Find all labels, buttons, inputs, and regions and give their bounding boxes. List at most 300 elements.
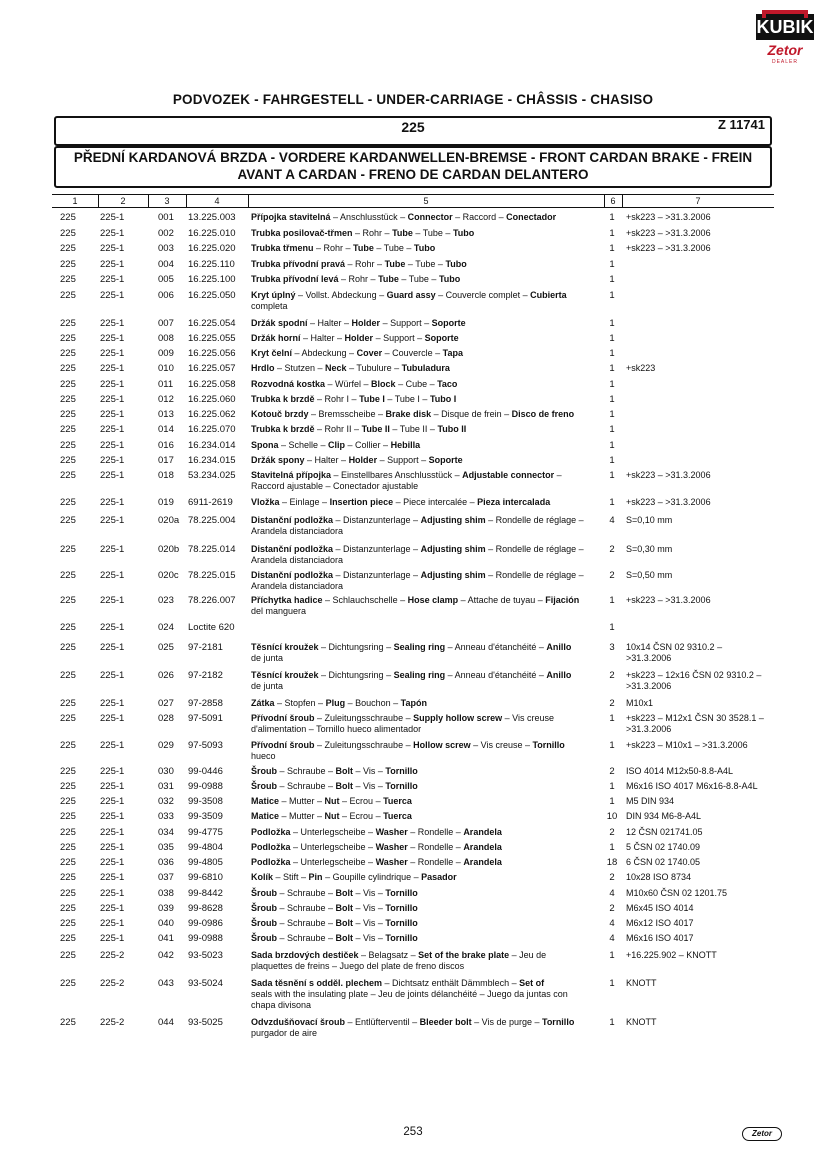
description-part: Adjusting shim bbox=[420, 570, 486, 580]
description-line2: de junta bbox=[251, 681, 284, 691]
description-part: – Rondelle – bbox=[407, 857, 464, 867]
description-part: – Distanzunterlage – bbox=[333, 544, 421, 554]
description-part: – Anneau d'étanchéité – bbox=[445, 670, 547, 680]
cell-position: 013 bbox=[158, 409, 174, 420]
cell-description bbox=[251, 827, 603, 838]
cell-quantity: 1 bbox=[609, 333, 615, 344]
description-part: – bbox=[554, 470, 562, 480]
cell-quantity: 2 bbox=[609, 670, 615, 681]
cell-quantity: 1 bbox=[609, 842, 615, 853]
note-line1: +sk223 – M12x1 ČSN 30 3528.1 – bbox=[626, 713, 764, 723]
cell-group: 225 bbox=[60, 950, 76, 961]
description-part: Distanční podložka bbox=[251, 570, 334, 580]
description-part: – Collier – bbox=[345, 440, 391, 450]
cell-part-number: 99-0988 bbox=[188, 781, 223, 792]
cell-group: 225 bbox=[60, 766, 76, 777]
description-part: Sada brzdových destiček bbox=[251, 950, 359, 960]
description-part: – Support – bbox=[373, 333, 425, 343]
description-part: Šroub bbox=[251, 933, 277, 943]
description-part: – Abdeckung – bbox=[292, 348, 357, 358]
cell-part-number: 93-5023 bbox=[188, 950, 223, 961]
cell-part-number: 99-4775 bbox=[188, 827, 223, 838]
description-part: Guard assy bbox=[386, 290, 436, 300]
cell-description bbox=[251, 1017, 603, 1039]
cell-description bbox=[251, 455, 603, 466]
cell-subgroup: 225-1 bbox=[100, 515, 125, 526]
cell-group: 225 bbox=[60, 497, 76, 508]
cell-note bbox=[626, 1017, 776, 1028]
cell-note bbox=[626, 470, 776, 481]
cell-group: 225 bbox=[60, 544, 76, 555]
description-part: – Rondelle de réglage – bbox=[485, 544, 584, 554]
cell-subgroup: 225-1 bbox=[100, 470, 125, 481]
col-header-1: 1 bbox=[52, 195, 99, 207]
section-title-line1: PŘEDNÍ KARDANOVÁ BRZDA - VORDERE KARDANWELLEN-BREMSE - FRONT CARDAN BRAKE - FREIN bbox=[73, 150, 753, 165]
cell-note bbox=[626, 515, 776, 526]
cell-subgroup: 225-1 bbox=[100, 259, 125, 270]
cell-group: 225 bbox=[60, 409, 76, 420]
cell-note bbox=[626, 950, 776, 961]
description-part: – Vis – bbox=[353, 781, 386, 791]
cell-subgroup: 225-1 bbox=[100, 781, 125, 792]
description-line2: plaquettes de freins – Juego del plate de freno discos bbox=[251, 961, 465, 971]
description-part: – Jeu de bbox=[509, 950, 547, 960]
description-part: – Attache de tuyau – bbox=[458, 595, 546, 605]
description-part: Washer bbox=[375, 827, 408, 837]
description-part: – Ecrou – bbox=[339, 796, 384, 806]
cell-part-number: 97-2181 bbox=[188, 642, 223, 653]
description-part: Distanční podložka bbox=[251, 515, 334, 525]
description-part: – Support – bbox=[380, 318, 432, 328]
cell-description bbox=[251, 857, 603, 868]
cell-description bbox=[251, 228, 603, 239]
description-part: Arandela bbox=[463, 857, 502, 867]
cell-quantity: 4 bbox=[609, 933, 615, 944]
cell-description bbox=[251, 933, 603, 944]
cell-subgroup: 225-1 bbox=[100, 595, 125, 606]
cell-group: 225 bbox=[60, 470, 76, 481]
cell-description bbox=[251, 259, 603, 270]
note-line1: +sk223 – >31.3.2006 bbox=[626, 243, 711, 253]
description-part: – Rondelle de réglage – bbox=[485, 515, 584, 525]
description-part: – Vis – bbox=[353, 766, 386, 776]
description-part: Conectador bbox=[506, 212, 557, 222]
cell-description bbox=[251, 740, 603, 762]
description-part: – Rohr – bbox=[338, 274, 379, 284]
description-part: Rozvodná kostka bbox=[251, 379, 326, 389]
description-part: Držák spodní bbox=[251, 318, 308, 328]
cell-group: 225 bbox=[60, 872, 76, 883]
description-part: Nut bbox=[324, 796, 340, 806]
brand-name: KUBIK bbox=[756, 14, 814, 40]
cell-note bbox=[626, 888, 776, 899]
description-part: Příchytka hadice bbox=[251, 595, 323, 605]
description-part: Těsnící kroužek bbox=[251, 642, 319, 652]
cell-description bbox=[251, 348, 603, 359]
cell-group: 225 bbox=[60, 857, 76, 868]
note-line1: M5 DIN 934 bbox=[626, 796, 675, 806]
description-part: Spona bbox=[251, 440, 279, 450]
description-part: Plug bbox=[325, 698, 346, 708]
cell-description bbox=[251, 470, 603, 492]
cell-group: 225 bbox=[60, 363, 76, 374]
cell-note bbox=[626, 857, 776, 868]
cell-quantity: 1 bbox=[609, 212, 615, 223]
description-part: Šroub bbox=[251, 766, 277, 776]
cell-note bbox=[626, 243, 776, 254]
description-part: Šroub bbox=[251, 781, 277, 791]
description-part: Hrdlo bbox=[251, 363, 275, 373]
description-part: Soporte bbox=[431, 318, 466, 328]
description-part: Těsnící kroužek bbox=[251, 670, 319, 680]
cell-quantity: 1 bbox=[609, 363, 615, 374]
cell-quantity: 1 bbox=[609, 950, 615, 961]
description-line2: de junta bbox=[251, 653, 284, 663]
cell-position: 008 bbox=[158, 333, 174, 344]
cell-description bbox=[251, 212, 603, 223]
description-part: – Rohr – bbox=[345, 259, 385, 269]
cell-position: 028 bbox=[158, 713, 174, 724]
description-part: Tornillo bbox=[385, 933, 418, 943]
description-part: Tubo bbox=[438, 274, 461, 284]
cell-group: 225 bbox=[60, 212, 76, 223]
description-part: Šroub bbox=[251, 888, 277, 898]
cell-part-number: Loctite 620 bbox=[188, 622, 235, 633]
cell-position: 036 bbox=[158, 857, 174, 868]
description-part: Zátka bbox=[251, 698, 275, 708]
description-part: Washer bbox=[375, 857, 408, 867]
description-line2: d'alimentation – Tornillo hueco alimentador bbox=[251, 724, 422, 734]
cell-part-number: 16.225.070 bbox=[188, 424, 236, 435]
description-part: Sealing ring bbox=[393, 642, 446, 652]
cell-note bbox=[626, 918, 776, 929]
cell-part-number: 97-5091 bbox=[188, 713, 223, 724]
description-part: Trubka přívodní levá bbox=[251, 274, 339, 284]
description-part: – Raccord – bbox=[452, 212, 507, 222]
cell-description bbox=[251, 424, 603, 435]
description-part: Tubo bbox=[452, 228, 475, 238]
cell-position: 031 bbox=[158, 781, 174, 792]
description-part: Přívodní šroub bbox=[251, 713, 315, 723]
description-part: – Tube – bbox=[398, 274, 439, 284]
description-part: – Schraube – bbox=[277, 888, 336, 898]
description-part: Holder bbox=[348, 455, 378, 465]
brand-sub: Zetor bbox=[767, 42, 803, 58]
cell-group: 225 bbox=[60, 903, 76, 914]
cell-description bbox=[251, 333, 603, 344]
cell-position: 019 bbox=[158, 497, 174, 508]
cell-note bbox=[626, 698, 776, 709]
note-line1: +sk223 – >31.3.2006 bbox=[626, 497, 711, 507]
cell-quantity: 2 bbox=[609, 872, 615, 883]
note-line1: +sk223 – >31.3.2006 bbox=[626, 212, 711, 222]
cell-part-number: 16.225.057 bbox=[188, 363, 236, 374]
description-part: Tube bbox=[384, 259, 406, 269]
cell-part-number: 13.225.003 bbox=[188, 212, 236, 223]
description-part: – Mutter – bbox=[279, 796, 325, 806]
description-part: Hollow screw bbox=[413, 740, 471, 750]
cell-position: 011 bbox=[158, 379, 174, 390]
cell-subgroup: 225-1 bbox=[100, 348, 125, 359]
description-part: Bolt bbox=[335, 918, 354, 928]
cell-group: 225 bbox=[60, 918, 76, 929]
description-part: – Rondelle – bbox=[407, 827, 464, 837]
cell-quantity: 1 bbox=[609, 497, 615, 508]
cell-description bbox=[251, 274, 603, 285]
cell-description bbox=[251, 698, 603, 709]
description-part: – Support – bbox=[377, 455, 429, 465]
cell-description bbox=[251, 363, 603, 374]
cell-position: 029 bbox=[158, 740, 174, 751]
cell-description bbox=[251, 872, 603, 883]
description-part: – Dichtungsring – bbox=[318, 670, 394, 680]
cell-part-number: 6911-2619 bbox=[188, 497, 233, 508]
cell-quantity: 1 bbox=[609, 290, 615, 301]
cell-subgroup: 225-1 bbox=[100, 212, 125, 223]
cell-quantity: 1 bbox=[609, 978, 615, 989]
cell-position: 033 bbox=[158, 811, 174, 822]
cell-position: 027 bbox=[158, 698, 174, 709]
description-part: – Halter – bbox=[300, 333, 345, 343]
cell-quantity: 1 bbox=[609, 622, 615, 633]
cell-group: 225 bbox=[60, 933, 76, 944]
cell-part-number: 78.225.014 bbox=[188, 544, 236, 555]
cell-part-number: 97-2858 bbox=[188, 698, 223, 709]
cell-description bbox=[251, 570, 603, 592]
description-part: – Vis de purge – bbox=[471, 1017, 542, 1027]
description-part: Cubierta bbox=[530, 290, 567, 300]
description-part: – Tube – bbox=[412, 228, 453, 238]
note-line1: 10x28 ISO 8734 bbox=[626, 872, 692, 882]
cell-part-number: 16.225.050 bbox=[188, 290, 236, 301]
cell-subgroup: 225-2 bbox=[100, 1017, 125, 1028]
cell-subgroup: 225-1 bbox=[100, 766, 125, 777]
description-part: Tornillo bbox=[385, 918, 418, 928]
cell-quantity: 1 bbox=[609, 470, 615, 481]
cell-subgroup: 225-1 bbox=[100, 903, 125, 914]
description-part: Block bbox=[371, 379, 396, 389]
cell-part-number: 16.225.056 bbox=[188, 348, 236, 359]
cell-position: 003 bbox=[158, 243, 174, 254]
cell-description bbox=[251, 918, 603, 929]
cell-quantity: 1 bbox=[609, 713, 615, 724]
group-code: 225 bbox=[401, 119, 425, 135]
description-part: Tubuladura bbox=[401, 363, 450, 373]
description-part: Soporte bbox=[428, 455, 463, 465]
cell-quantity: 4 bbox=[609, 515, 615, 526]
description-part: – Stift – bbox=[273, 872, 309, 882]
cell-description bbox=[251, 781, 603, 792]
cell-subgroup: 225-1 bbox=[100, 918, 125, 929]
description-part: Trubka posilovač-třmen bbox=[251, 228, 353, 238]
note-line2: >31.3.2006 bbox=[626, 681, 672, 691]
cell-quantity: 2 bbox=[609, 544, 615, 555]
cell-quantity: 1 bbox=[609, 455, 615, 466]
cell-quantity: 2 bbox=[609, 903, 615, 914]
page-number: 253 bbox=[403, 1126, 423, 1138]
cell-subgroup: 225-1 bbox=[100, 333, 125, 344]
description-part: – Halter – bbox=[304, 455, 349, 465]
description-part: – Tube – bbox=[405, 259, 446, 269]
cell-position: 040 bbox=[158, 918, 174, 929]
description-line2: hueco bbox=[251, 751, 276, 761]
cell-quantity: 1 bbox=[609, 394, 615, 405]
description-part: – Distanzunterlage – bbox=[333, 570, 421, 580]
cell-part-number: 78.226.007 bbox=[188, 595, 236, 606]
cell-description bbox=[251, 409, 603, 420]
description-part: Tornillo bbox=[532, 740, 565, 750]
note-line1: KNOTT bbox=[626, 1017, 657, 1027]
cell-subgroup: 225-1 bbox=[100, 274, 125, 285]
cell-part-number: 97-5093 bbox=[188, 740, 223, 751]
description-part: Tornillo bbox=[385, 903, 418, 913]
cell-subgroup: 225-1 bbox=[100, 290, 125, 301]
cell-quantity: 1 bbox=[609, 595, 615, 606]
cell-description bbox=[251, 950, 603, 972]
description-part: Hose clamp bbox=[407, 595, 459, 605]
cell-group: 225 bbox=[60, 570, 76, 581]
cell-description bbox=[251, 394, 603, 405]
description-part: Tornillo bbox=[385, 781, 418, 791]
cell-note bbox=[626, 903, 776, 914]
cell-note bbox=[626, 497, 776, 508]
description-part: Arandela bbox=[463, 842, 502, 852]
note-line1: M6x16 ISO 4017 M6x16-8.8-A4L bbox=[626, 781, 758, 791]
cell-position: 030 bbox=[158, 766, 174, 777]
cell-part-number: 16.225.055 bbox=[188, 333, 236, 344]
cell-subgroup: 225-1 bbox=[100, 933, 125, 944]
description-part: Distanční podložka bbox=[251, 544, 334, 554]
note-line1: +sk223 – >31.3.2006 bbox=[626, 228, 711, 238]
description-part: Trubka přívodní pravá bbox=[251, 259, 346, 269]
cell-position: 010 bbox=[158, 363, 174, 374]
cell-note bbox=[626, 872, 776, 883]
cell-position: 039 bbox=[158, 903, 174, 914]
cell-subgroup: 225-1 bbox=[100, 455, 125, 466]
cell-group: 225 bbox=[60, 515, 76, 526]
description-part: – Vis creuse – bbox=[470, 740, 533, 750]
description-part: Šroub bbox=[251, 918, 277, 928]
cell-part-number: 78.225.004 bbox=[188, 515, 236, 526]
description-part: Set of the brake plate bbox=[418, 950, 510, 960]
cell-group: 225 bbox=[60, 622, 76, 633]
cell-subgroup: 225-1 bbox=[100, 842, 125, 853]
description-part: Trubka k brzdě bbox=[251, 394, 315, 404]
note-line1: M6x12 ISO 4017 bbox=[626, 918, 694, 928]
description-part: Matice bbox=[251, 796, 280, 806]
description-part: – Couvercle complet – bbox=[435, 290, 531, 300]
description-line2: Arandela distanciadora bbox=[251, 555, 344, 565]
description-part: Neck bbox=[325, 363, 347, 373]
description-part: Přípojka stavitelná bbox=[251, 212, 331, 222]
note-line1: KNOTT bbox=[626, 978, 657, 988]
cell-part-number: 93-5025 bbox=[188, 1017, 223, 1028]
description-part: Adjusting shim bbox=[420, 515, 486, 525]
cell-subgroup: 225-1 bbox=[100, 698, 125, 709]
cell-part-number: 99-6810 bbox=[188, 872, 223, 883]
cell-group: 225 bbox=[60, 888, 76, 899]
description-part: Set of bbox=[519, 978, 545, 988]
cell-position: 009 bbox=[158, 348, 174, 359]
cell-subgroup: 225-1 bbox=[100, 827, 125, 838]
cell-note bbox=[626, 228, 776, 239]
cell-part-number: 16.225.054 bbox=[188, 318, 236, 329]
cell-quantity: 1 bbox=[609, 740, 615, 751]
cell-subgroup: 225-2 bbox=[100, 978, 125, 989]
table-column-header bbox=[52, 194, 774, 208]
description-line2: Arandela distanciadora bbox=[251, 581, 344, 591]
cell-subgroup: 225-1 bbox=[100, 740, 125, 751]
cell-group: 225 bbox=[60, 424, 76, 435]
description-part: – Entlüfterventil – bbox=[345, 1017, 420, 1027]
cell-subgroup: 225-1 bbox=[100, 888, 125, 899]
cell-part-number: 99-8442 bbox=[188, 888, 223, 899]
cell-position: 024 bbox=[158, 622, 174, 633]
description-part: Držák horní bbox=[251, 333, 301, 343]
cell-subgroup: 225-1 bbox=[100, 811, 125, 822]
cell-group: 225 bbox=[60, 642, 76, 653]
description-part: – Tube – bbox=[373, 243, 414, 253]
cell-position: 037 bbox=[158, 872, 174, 883]
description-part: Fijación bbox=[545, 595, 580, 605]
description-part: Cover bbox=[356, 348, 383, 358]
cell-position: 020b bbox=[158, 544, 180, 555]
note-line1: 6 ČSN 02 1740.05 bbox=[626, 857, 701, 867]
cell-subgroup: 225-1 bbox=[100, 713, 125, 724]
cell-quantity: 1 bbox=[609, 1017, 615, 1028]
description-part: – Disque de frein – bbox=[431, 409, 512, 419]
cell-note bbox=[626, 978, 776, 989]
cell-note bbox=[626, 595, 776, 606]
note-line1: +sk223 – >31.3.2006 bbox=[626, 595, 711, 605]
col-header-6: 6 bbox=[604, 195, 623, 207]
description-part: Pieza intercalada bbox=[477, 497, 551, 507]
description-part: – Vollst. Abdeckung – bbox=[295, 290, 387, 300]
cell-group: 225 bbox=[60, 740, 76, 751]
description-part: Matice bbox=[251, 811, 280, 821]
cell-position: 042 bbox=[158, 950, 174, 961]
cell-position: 012 bbox=[158, 394, 174, 405]
cell-part-number: 93-5024 bbox=[188, 978, 223, 989]
cell-description bbox=[251, 243, 603, 254]
description-part: – Rondelle de réglage – bbox=[485, 570, 584, 580]
description-part: Tapón bbox=[400, 698, 427, 708]
description-part: – Couvercle – bbox=[382, 348, 443, 358]
description-part: – Tube I – bbox=[384, 394, 430, 404]
description-part: – Schraube – bbox=[277, 781, 336, 791]
cell-quantity: 2 bbox=[609, 698, 615, 709]
cell-position: 035 bbox=[158, 842, 174, 853]
description-part: – Vis creuse bbox=[502, 713, 554, 723]
cell-position: 023 bbox=[158, 595, 174, 606]
cell-group: 225 bbox=[60, 348, 76, 359]
note-line1: +16.225.902 – KNOTT bbox=[626, 950, 717, 960]
cell-description bbox=[251, 595, 603, 617]
cell-subgroup: 225-1 bbox=[100, 424, 125, 435]
description-part: – Rohr – bbox=[352, 228, 393, 238]
cell-subgroup: 225-1 bbox=[100, 622, 125, 633]
description-part: Kotouč brzdy bbox=[251, 409, 309, 419]
description-line2: Raccord ajustable – Conectador ajustable bbox=[251, 481, 419, 491]
description-part: – Tubulure – bbox=[346, 363, 402, 373]
cell-note bbox=[626, 796, 776, 807]
cell-subgroup: 225-1 bbox=[100, 544, 125, 555]
cell-description bbox=[251, 978, 603, 1011]
description-part: Holder bbox=[344, 333, 374, 343]
description-part: Clip bbox=[328, 440, 346, 450]
cell-part-number: 16.234.014 bbox=[188, 440, 236, 451]
description-part: – Würfel – bbox=[325, 379, 372, 389]
